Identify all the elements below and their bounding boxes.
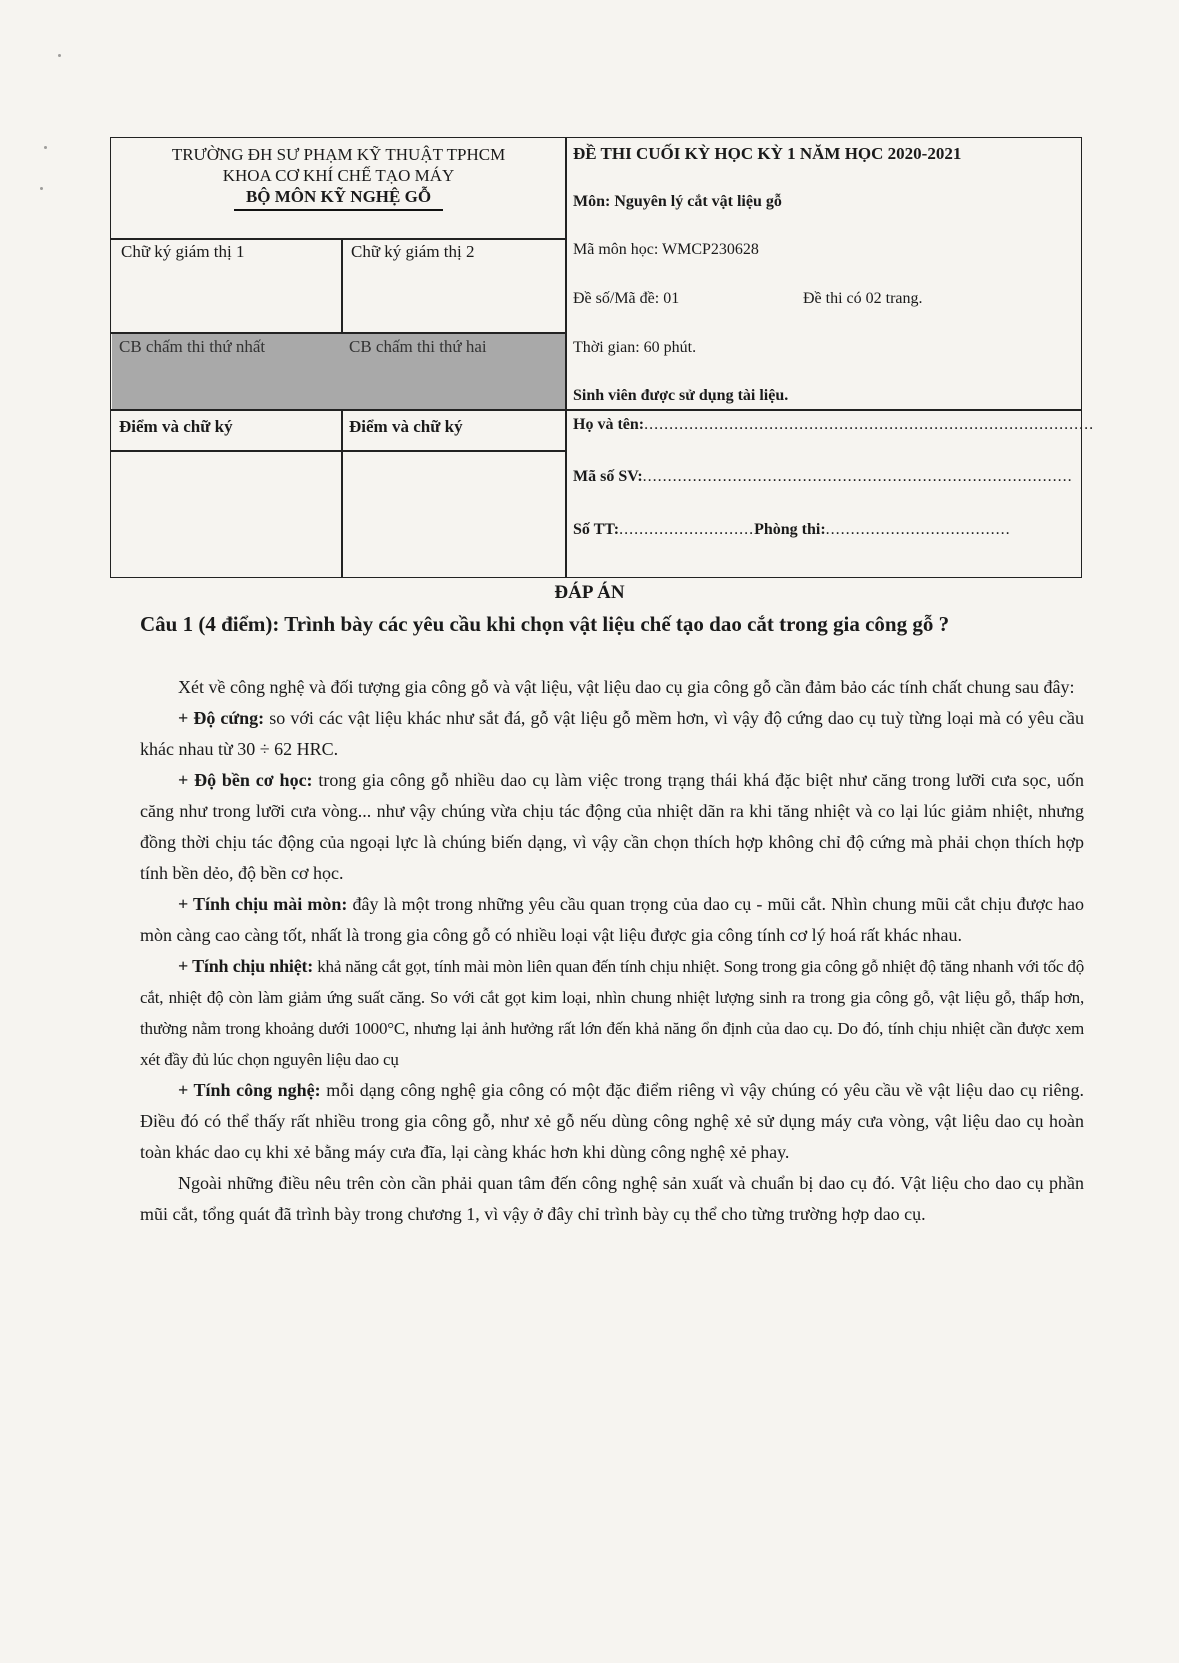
hardness-label: + Độ cứng: xyxy=(178,708,265,728)
grader2-label: CB chấm thi thứ hai xyxy=(349,337,487,356)
strength-paragraph xyxy=(140,765,1084,889)
score2-label: Điểm và chữ ký xyxy=(349,417,463,436)
strength-text: trong gia công gỗ nhiều dao cụ làm việc trong trạng thái khá đặc biệt như căng trong lưỡi cưa sọc, uốn căng như trong lưỡi cưa vòng... như vậy chúng vừa chịu tác động của nhiệt dãn ra khi tăng nhiệt và co lại lúc giảm nhiệt, nhưng đồng thời chịu tác động của ngoại lực là chúng biến dạng, vì vậy cần chọn thích hợp không chỉ độ cứng mà phải chọn thích hợp tính bền dẻo, độ bền cơ học. xyxy=(140,770,1085,883)
answer-title: ĐÁP ÁN xyxy=(554,582,625,603)
duration: Thời gian: 60 phút. xyxy=(573,339,697,356)
question-1: Câu 1 (4 điểm): Trình bày các yêu cầu khi chọn vật liệu chế tạo dao cắt trong gia công gỗ ? xyxy=(140,612,950,636)
hardness-paragraph xyxy=(140,703,1084,765)
proctor2-label: Chữ ký giám thị 2 xyxy=(351,242,475,261)
faculty-name: KHOA CƠ KHÍ CHẾ TẠO MÁY xyxy=(222,166,455,185)
scan-speck xyxy=(40,187,43,190)
tech-label: + Tính công nghệ: xyxy=(178,1080,321,1100)
wear-text: đây là một trong những yêu cầu quan trọng của dao cụ - mũi cắt. Nhìn chung mũi cắt chịu được hao mòn càng cao càng tốt, nhất là trong gia công gỗ có nhiều loại vật liệu được gia công tính cơ lý hoá rất khác nhau. xyxy=(140,894,1084,945)
room-label: Phòng thi: xyxy=(754,521,826,538)
course-code: Mã môn học: WMCP230628 xyxy=(573,241,759,258)
hardness-text: so với các vật liệu khác như sắt đá, gỗ vật liệu gỗ mềm hơn, vì vậy độ cứng dao cụ tuỳ từng loại mà có yêu cầu khác nhau từ 30 ÷ 62 HRC. xyxy=(140,708,1085,759)
intro-paragraph: Xét về công nghệ và đối tượng gia công gỗ và vật liệu, vật liệu dao cụ gia công gỗ cần đảm bảo các tính chất chung sau đây: xyxy=(178,677,1075,697)
heat-paragraph xyxy=(140,951,1084,1075)
scan-speck xyxy=(58,54,61,57)
closing-paragraph: Ngoài những điều nêu trên còn cần phải quan tâm đến công nghệ sản xuất và chuẩn bị dao cụ đó. Vật liệu cho dao cụ phần mũi cắt, tổng quát đã trình bày trong chương 1, vì vậy ở đây chỉ trình bày cụ thể cho từng trường hợp dao cụ. xyxy=(140,1173,1084,1224)
scan-speck xyxy=(44,146,47,149)
institution-block xyxy=(111,144,566,211)
proctor1-label: Chữ ký giám thị 1 xyxy=(121,242,245,261)
grader1-label: CB chấm thi thứ nhất xyxy=(119,337,266,356)
answer-body xyxy=(140,672,1084,1230)
tech-text: mỗi dạng công nghệ gia công có một đặc điểm riêng vì vậy chúng có yêu cầu về vật liệu dao cụ riêng. Điều đó có thể thấy rất nhiều trong gia công gỗ, như xẻ gỗ nếu dùng công nghệ xẻ sử dụng máy cưa vòng, vật liệu dao cụ hoàn toàn khác dao cụ khi xẻ bằng máy cưa đĩa, lại càng khác hơn khi dùng công nghệ xẻ phay. xyxy=(140,1080,1084,1162)
exam-title: ĐỀ THI CUỐI KỲ HỌC KỲ 1 NĂM HỌC 2020-2021 xyxy=(573,144,962,163)
heat-label: + Tính chịu nhiệt: xyxy=(178,956,314,976)
wear-paragraph xyxy=(140,889,1084,951)
tech-paragraph xyxy=(140,1075,1084,1168)
name-field: Họ và tên:.......................................................................................... xyxy=(573,416,1095,433)
school-name: TRƯỜNG ĐH SƯ PHẠM KỸ THUẬT TPHCM xyxy=(171,145,506,164)
seq-room-field: Số TT:...........................Phòng thi:..................................... xyxy=(573,521,1011,538)
strength-label: + Độ bền cơ học: xyxy=(178,770,313,790)
student-id-field: Mã số SV:...................................................................................... xyxy=(573,468,1073,485)
subject: Môn: Nguyên lý cắt vật liệu gỗ xyxy=(573,193,782,210)
materials-note: Sinh viên được sử dụng tài liệu. xyxy=(573,387,789,404)
wear-label: + Tính chịu mài mòn: xyxy=(178,894,348,914)
page-count: Đề thi có 02 trang. xyxy=(803,290,923,307)
heat-text: khả năng cắt gọt, tính mài mòn liên quan đến tính chịu nhiệt. Song trong gia công gỗ nhiệt độ tăng nhanh với tốc độ cắt, nhiệt độ còn làm giảm ứng suất căng. So với cắt gọt kim loại, nhìn chung nhiệt lượng sinh ra trong gia công gỗ, vật liệu gỗ, thấp hơn, thường nằm trong khoảng dưới 1000°C, nhưng lại ảnh hưởng rất lớn đến khả năng ổn định của dao cụ. Do đó, tính chịu nhiệt cần được xem xét đầy đủ lúc chọn nguyên liệu dao cụ xyxy=(140,957,1084,1069)
name-label: Họ và tên: xyxy=(573,416,645,433)
student-id-label: Mã số SV: xyxy=(573,468,643,485)
exam-header-table xyxy=(110,137,1095,578)
seq-label: Số TT: xyxy=(573,521,620,538)
exam-code: Đề số/Mã đề: 01 xyxy=(573,290,680,307)
department-name: BỘ MÔN KỸ NGHỆ GỖ xyxy=(234,186,443,211)
score1-label: Điểm và chữ ký xyxy=(119,417,233,436)
